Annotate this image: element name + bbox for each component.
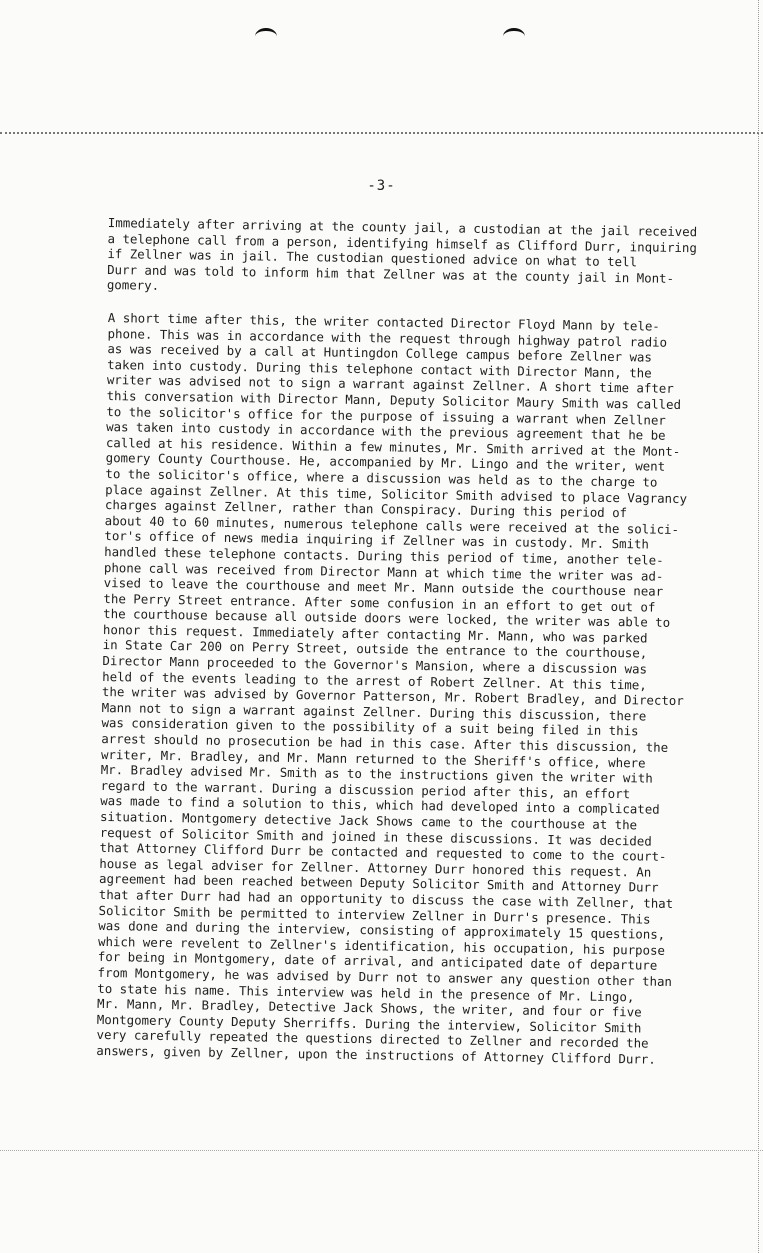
paragraph: Immediately after arriving at the county jail, a custodian at the jail received a telephone call from a person, identifying himself as Clifford Durr, inquiring if Zellner was in jail. The custodian questioned advice on what to tell Durr and was told to inform him that Zellner was at the county jail in Mont- gomery. [106,215,698,294]
punch-hole-mark [255,28,277,45]
punch-hole-mark [503,28,525,45]
scan-edge-line [0,132,763,134]
paragraph: A short time after this, the writer contacted Director Floyd Mann by tele- phone. This was in accordance with the request through highway patrol radio as was received by a call at Huntingdon College campus before Zellner was taken into custody. During this telephone contact with Director Mann, the writer was advised not to sign a warrant against Zellner. A short time after this conversation with Director Mann, Deputy Solicitor Maury Smith was called to the solicitor's office for the purpose of issuing a warrant when Zellner was taken into custody in accordance with the previous agreement that he be called at his residence. Within a few minutes, Mr. Smith arrived at the Mont- gomery County Courthouse. He, accompanied by Mr. Lingo and the writer, went to the solicitor's office, where a discussion was held as to the charge to place against Zellner. At this time, Solicitor Smith advised to place Vagrancy charges against Zellner, rather than Conspiracy. During this period of about 40 to 60 minutes, numerous telephone calls were received at the solici- tor's office of news media inquiring if Zellner was in custody. Mr. Smith handled these telephone contacts. During this period of time, another tele- phone call was received from Director Mann at which time the writer was ad- vised to leave the courthouse and meet Mr. Mann outside the courthouse near the Perry Street entrance. After some confusion in an effort to get out of the courthouse because all outside doors were locked, the writer was able to honor this request. Immediately after contacting Mr. Mann, who was parked in State Car 200 on Perry Street, outside the entrance to the courthouse, Director Mann proceeded to the Governor's Mansion, where a discussion was held of the events leading to the arrest of Robert Zellner. At this time, the writer was advised by Governor Patterson, Mr. Robert Bradley, and Director Mann not to sign a warrant against Zellner. During this discussion, there was consideration given to the possibility of a suit being filed in this arrest should no prosecution be had in this case. After this discussion, the writer, Mr. Bradley, and Mr. Mann returned to the Sheriff's office, where Mr. Bradley advised Mr. Smith as to the instructions given the writer with regard to the warrant. During a discussion period after this, an effort was made to find a solution to this, which had developed into a complicated situation. Montgomery detective Jack Shows came to the courthouse at the request of Solicitor Smith and joined in these discussions. It was decided that Attorney Clifford Durr be contacted and requested to come to the court- house as legal adviser for Zellner. Attorney Durr honored this request. An agreement had been reached between Deputy Solicitor Smith and Attorney Durr that after Durr had had an opportunity to discuss the case with Zellner, that Solicitor Smith be permitted to interview Zellner in Durr's presence. This was done and during the interview, consisting of approximately 15 questions, which were revelent to Zellner's identification, his occupation, his purpose for being in Montgomery, date of arrival, and anticipated date of departure from Montgomery, he was advised by Durr not to answer any question other than to state his name. This interview was held in the presence of Mr. Lingo, Mr. Mann, Mr. Bradley, Detective Jack Shows, the writer, and four or five Montgomery County Deputy Sherriffs. During the interview, Solicitor Smith very carefully repeated the questions directed to Zellner and recorded the answers, given by Zellner, upon the instructions of Attorney Clifford Durr. [96,310,688,1067]
page-number: -3- [367,178,396,194]
scan-edge-line [0,1150,763,1151]
